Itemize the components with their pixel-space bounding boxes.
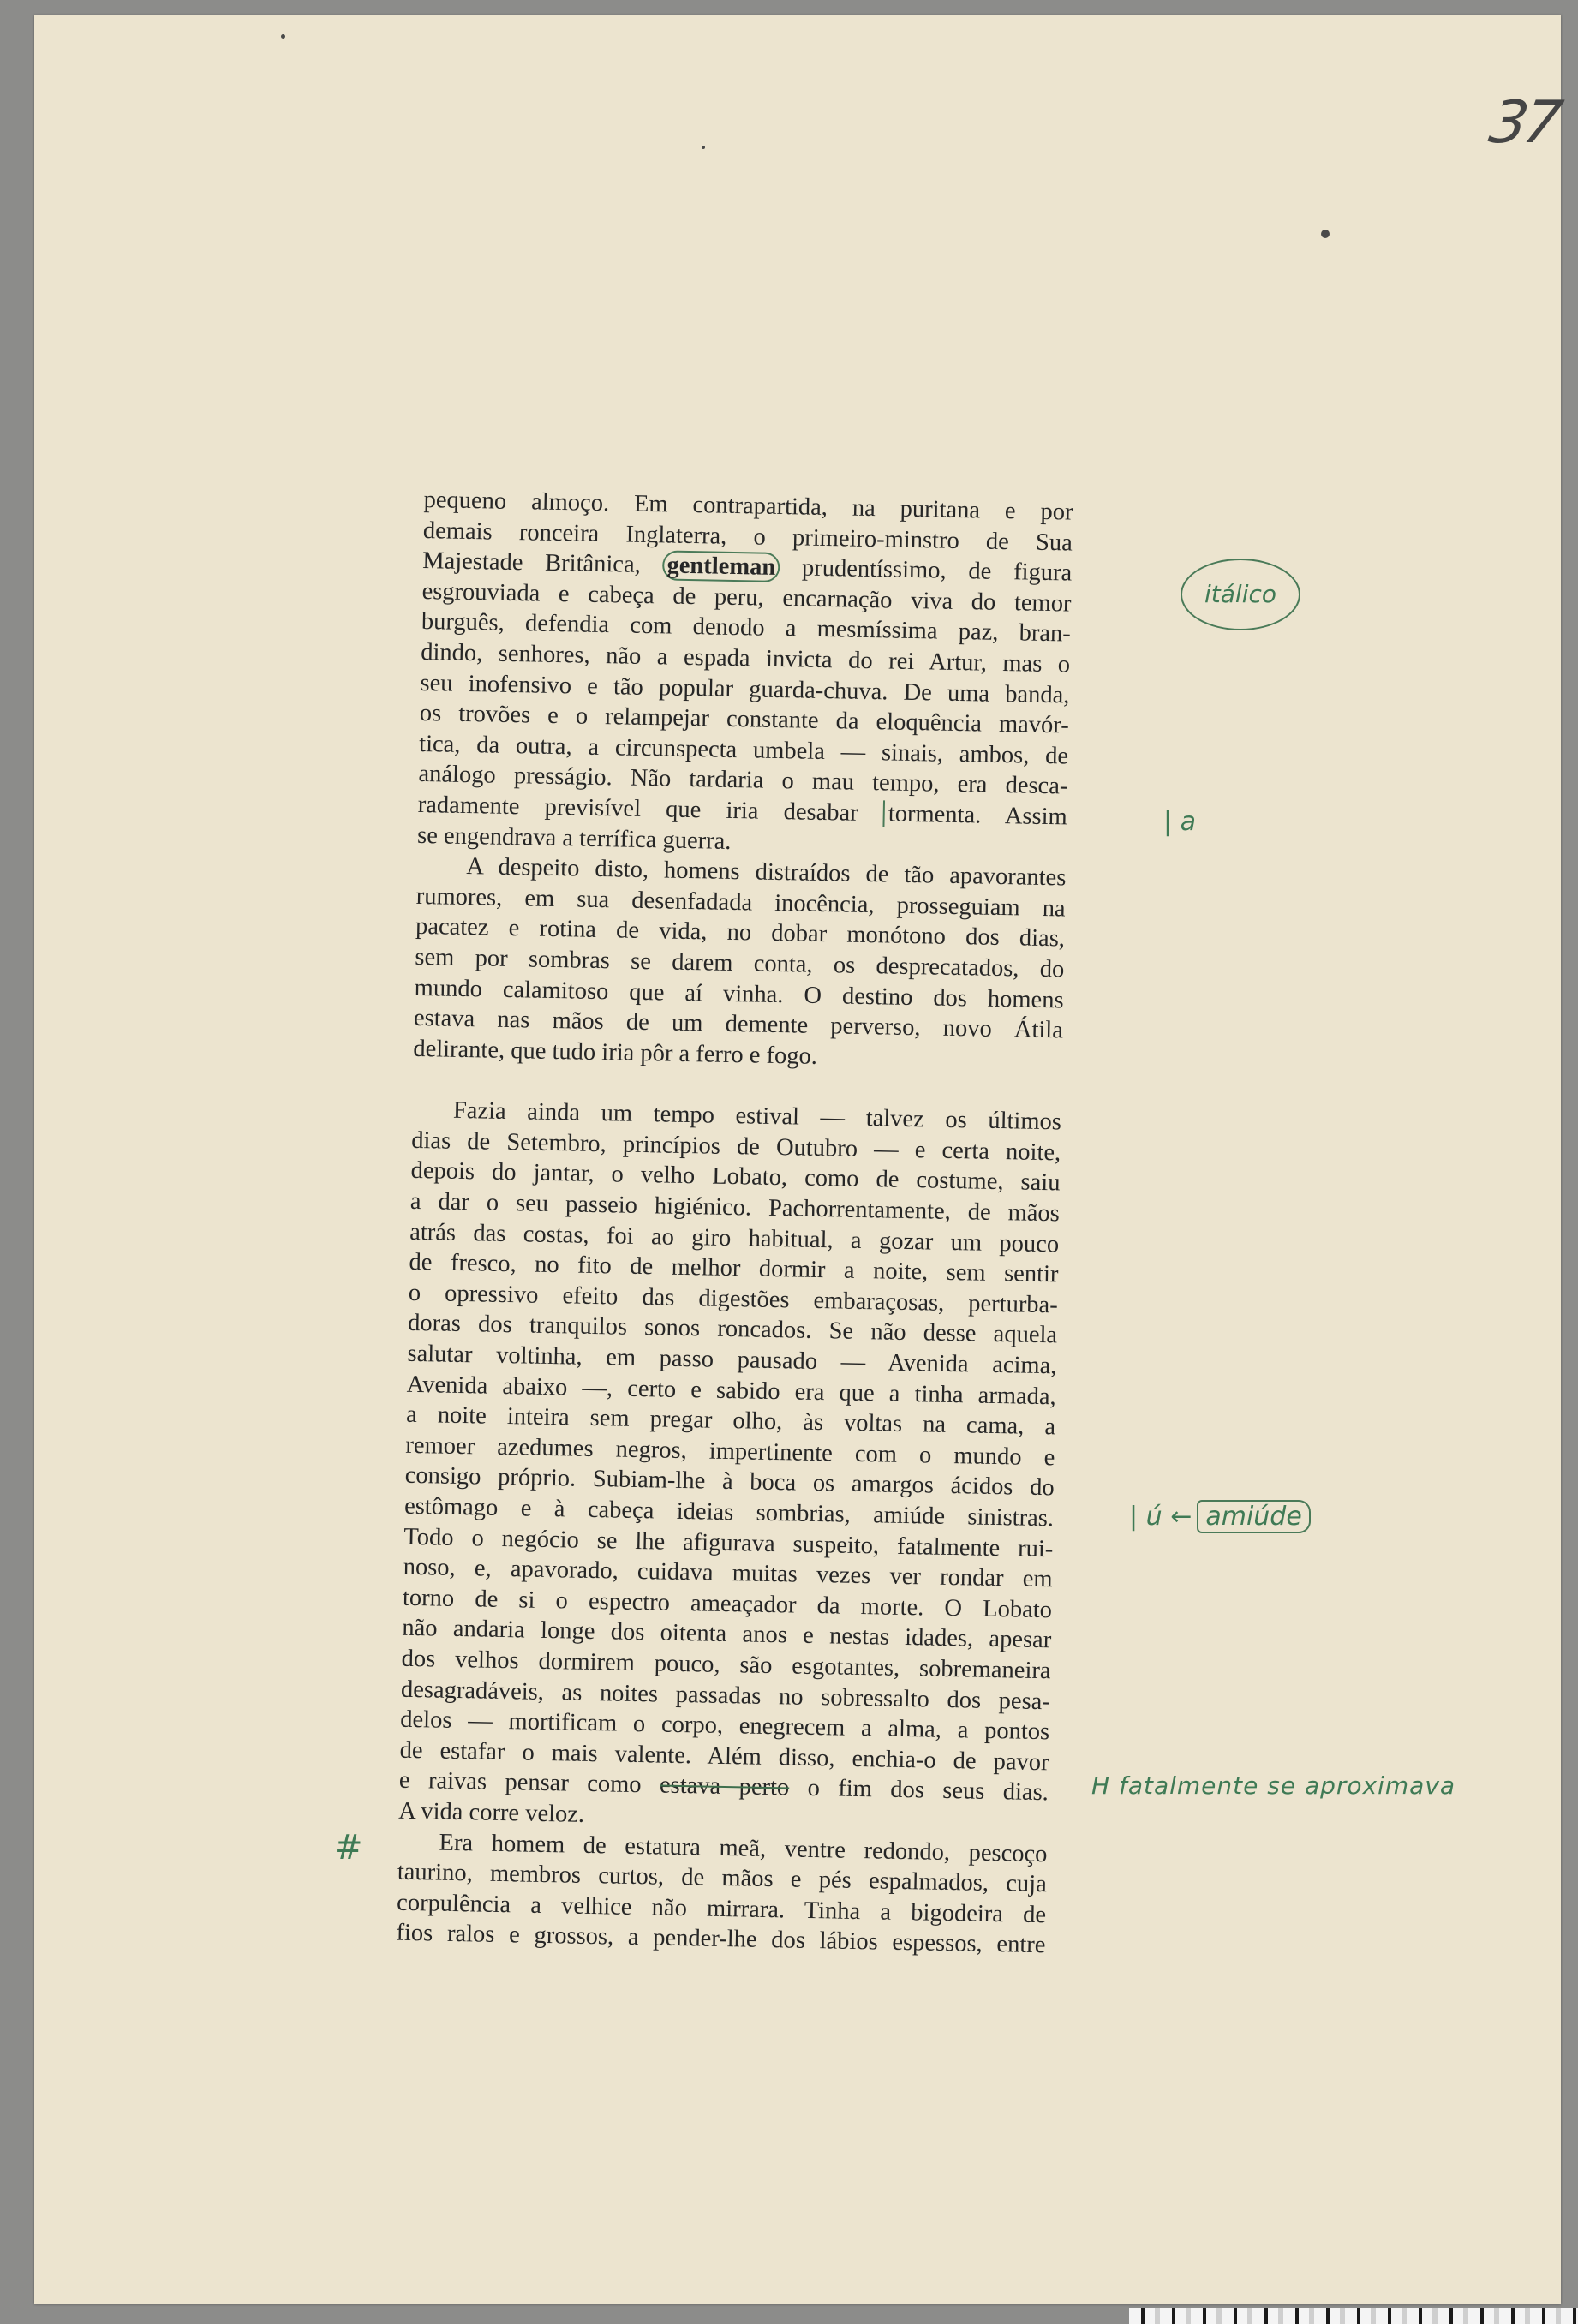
- text-line: burguês, defendia com denodo a mesmíssima paz, bran-: [421, 608, 1072, 648]
- text-line: rumores, em sua desenfadada inocência, prosseguiam na: [415, 882, 1066, 923]
- margin-note-italico: itálico: [1181, 559, 1300, 630]
- text-line: desagradáveis, as noites passadas no sobressalto dos pesa-: [400, 1676, 1051, 1715]
- text-fragment: e raivas pensar como: [398, 1767, 642, 1799]
- text-line: corpulência a velhice não mirrara. Tinha a bigodeira de: [396, 1889, 1047, 1928]
- text-line: dindo, senhores, não a espada invicta do rei Artur, mas o: [420, 638, 1071, 678]
- text-line: atrás das costas, foi ao giro habitual, a gozar um pouco: [409, 1218, 1060, 1258]
- text-line: tica, da outra, a circunspecta umbela — sinais, ambos, de: [418, 730, 1069, 770]
- text-line: delirante, que tudo iria pôr a ferro e fogo.: [413, 1035, 818, 1070]
- page-number: 37: [1485, 89, 1564, 157]
- margin-note-hash: #: [334, 1828, 363, 1867]
- text-line: de estafar o mais valente. Além disso, enchia-o de pavor: [399, 1736, 1049, 1777]
- text-line: a dar o seu passeio higiénico. Pachorrentamente, de mãos: [409, 1187, 1061, 1228]
- margin-note-fatalmente: H fatalmente se aproximava: [1091, 1771, 1456, 1800]
- text-line: Todo o negócio se lhe afigurava suspeito, fatalmente rui-: [403, 1523, 1054, 1562]
- text-line: demais ronceira Inglaterra, o primeiro-minstro de Sua: [422, 517, 1073, 557]
- margin-note-a: | a: [1163, 807, 1197, 837]
- text-line: estava nas mãos de um demente perverso, novo Átila: [413, 1004, 1064, 1044]
- text-fragment: radamente previsível que iria desabar: [417, 791, 858, 827]
- scan-calibration-strip: [1129, 2308, 1578, 2324]
- text-line: pacatez e rotina de vida, no dobar monótono dos dias,: [415, 913, 1066, 953]
- text-line: pequeno almoço. Em contrapartida, na puritana e por: [423, 486, 1073, 526]
- text-line: delos — mortificam o corpo, enegrecem a alma, a pontos: [400, 1706, 1050, 1746]
- text-line: Era homem de estatura meã, ventre redondo, pescoço: [439, 1829, 1048, 1867]
- text-line: torno de si o espectro ameaçador da morte. O Lobato: [402, 1584, 1053, 1624]
- typescript-text: [396, 485, 1073, 1961]
- text-line: noso, e, apavorado, cuidava muitas vezes ver rondar em: [403, 1553, 1053, 1593]
- text-line: Fazia ainda um tempo estival — talvez os últimos: [452, 1097, 1062, 1136]
- margin-note-amiude-prefix: | ú ←: [1129, 1502, 1192, 1532]
- text-line: doras dos tranquilos sonos roncados. Se não desse aquela: [407, 1310, 1058, 1349]
- insertion-mark: tormenta. Assim: [883, 800, 1067, 830]
- text-line: de fresco, no fito de melhor dormir a noite, sem sentir: [409, 1249, 1059, 1288]
- margin-note-amiude: [1129, 1500, 1311, 1533]
- text-line: dias de Setembro, princípios de Outubro — e certa noite,: [411, 1126, 1061, 1167]
- text-line: fios ralos e grossos, a pender-lhe dos lábios espessos, entre: [396, 1920, 1046, 1959]
- text-line: análogo presságio. Não tardaria o mau tempo, era desca-: [418, 761, 1068, 800]
- text-line: A despeito disto, homens distraídos de tão apavorantes: [466, 853, 1067, 892]
- text-line: consigo próprio. Subiam-lhe à boca os amargos ácidos do: [404, 1462, 1055, 1502]
- text-line: sem por sombras se darem conta, os desprecatados, do: [415, 943, 1065, 983]
- text-line: A vida corre veloz.: [397, 1797, 585, 1828]
- ink-speck: [702, 146, 705, 149]
- text-line: dos velhos dormirem pouco, são esgotantes, sobremaneira: [401, 1645, 1051, 1685]
- manuscript-page: [34, 15, 1564, 2304]
- text-fragment: prudentíssimo, de figura: [801, 554, 1073, 587]
- circled-word-gentleman: gentleman: [662, 551, 780, 583]
- text-line: esgrouviada e cabeça de peru, encarnação viva do temor: [421, 577, 1072, 618]
- struck-text: estava perto: [659, 1771, 790, 1801]
- text-fragment: Majestade Britânica,: [421, 547, 642, 579]
- text-fragment: o fim dos seus dias.: [807, 1775, 1049, 1807]
- ink-speck: [281, 34, 285, 39]
- text-line: remoer azedumes negros, impertinente com o mundo e: [405, 1431, 1055, 1472]
- text-line: se engendrava a terrífica guerra.: [416, 821, 732, 855]
- text-line: a noite inteira sem pregar olho, às voltas na cama, a: [405, 1401, 1056, 1441]
- text-line: Avenida abaixo —, certo e sabido era que a tinha armada,: [406, 1371, 1056, 1410]
- text-line: não andaria longe dos oitenta anos e nestas idades, apesar: [402, 1615, 1052, 1654]
- text-line: estômago e à cabeça ideias sombrias, amiúde sinistras.: [403, 1492, 1055, 1532]
- margin-note-amiude-word: amiúde: [1197, 1500, 1310, 1533]
- text-line: salutar voltinha, em passo pausado — Avenida acima,: [407, 1340, 1057, 1380]
- text-line: os trovões e o relampejar constante da eloquência mavór-: [419, 700, 1070, 739]
- text-line: mundo calamitoso que aí vinha. O destino dos homens: [414, 974, 1064, 1013]
- text-line: depois do jantar, o velho Lobato, como de costume, saiu: [410, 1157, 1061, 1197]
- ink-speck: [1321, 230, 1330, 238]
- text-line: seu inofensivo e tão popular guarda-chuva. De uma banda,: [420, 669, 1070, 709]
- text-line: o opressivo efeito das digestões embaraçosas, perturba-: [408, 1279, 1059, 1319]
- text-line: taurino, membros curtos, de mãos e pés espalmados, cuja: [397, 1858, 1048, 1898]
